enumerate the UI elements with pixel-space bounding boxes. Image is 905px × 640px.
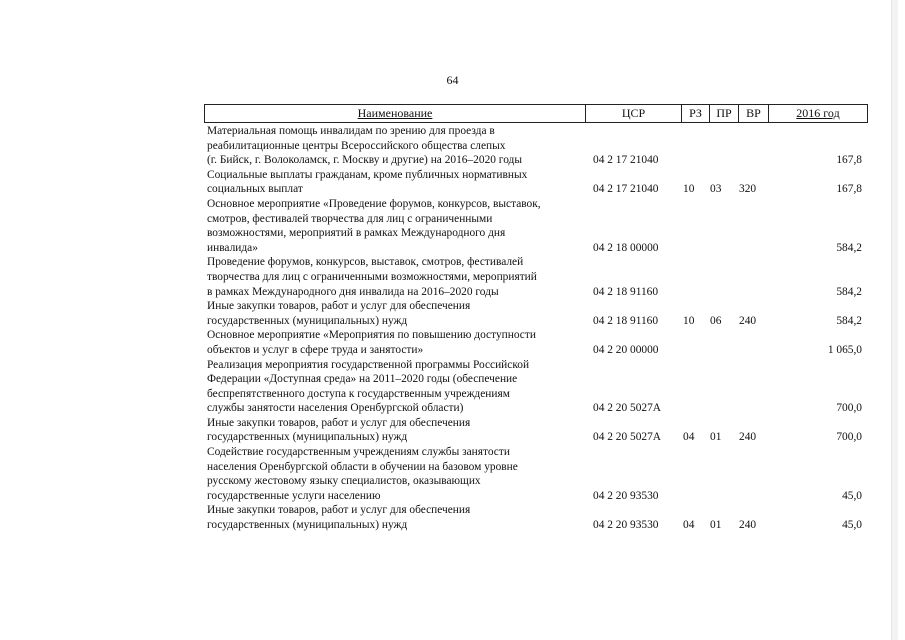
row-name-line: Иные закупки товаров, работ и услуг для обеспечения — [207, 504, 471, 517]
row-rz: 04 — [683, 519, 695, 532]
scan-edge — [891, 0, 898, 640]
row-value: 584,2 — [836, 241, 862, 254]
row-rz: 10 — [683, 314, 695, 327]
row-name-line: государственные услуги населению — [207, 489, 381, 502]
table-row — [204, 124, 868, 168]
row-name-line: смотров, фестивалей творчества для лиц с ограниченными — [207, 212, 493, 225]
row-name — [204, 416, 582, 445]
row-name-line: творчества для лиц с ограниченными возможностями, мероприятий — [207, 270, 537, 283]
table-body — [204, 124, 868, 533]
row-pr: 01 — [710, 519, 722, 532]
row-name-line: Иные закупки товаров, работ и услуг для обеспечения — [207, 300, 471, 313]
row-name — [204, 328, 582, 357]
row-value: 584,2 — [836, 285, 862, 298]
row-csr: 04 2 20 93530 — [593, 489, 659, 502]
row-rz: 04 — [683, 431, 695, 444]
row-name-line: возможностями, мероприятий в рамках Международного дня — [207, 227, 506, 240]
row-csr: 04 2 20 00000 — [593, 343, 659, 356]
row-name-line: реабилитационные центры Всероссийского общества слепых — [207, 139, 506, 152]
row-pr: 01 — [710, 431, 722, 444]
row-value: 700,0 — [836, 431, 862, 444]
row-pr: 03 — [710, 183, 722, 196]
table-row — [204, 168, 868, 197]
row-csr: 04 2 20 5027А — [593, 402, 662, 415]
table-row — [204, 445, 868, 503]
row-name-line: службы занятости населения Оренбургской области) — [207, 402, 464, 415]
row-csr: 04 2 17 21040 — [593, 183, 659, 196]
row-name-line: Федерации «Доступная среда» на 2011–2020 годы (обеспечение — [207, 373, 518, 386]
row-name — [204, 124, 582, 168]
row-name-line: русскому жестовому языку специалистов, оказывающих — [207, 475, 481, 488]
row-name-line: беспрепятственного доступа к государственным учреждениям — [207, 387, 510, 400]
row-name — [204, 358, 582, 416]
row-csr: 04 2 17 21040 — [593, 154, 659, 167]
table-row — [204, 328, 868, 357]
table-row — [204, 503, 868, 532]
row-name-line: Проведение форумов, конкурсов, выставок, смотров, фестивалей — [207, 256, 524, 269]
table-row — [204, 358, 868, 416]
row-name-line: населения Оренбургской области в обучении на базовом уровне — [207, 460, 518, 473]
page-number: 64 — [446, 73, 459, 87]
row-name — [204, 445, 582, 503]
row-name — [204, 197, 582, 255]
row-vr: 320 — [739, 183, 757, 196]
row-vr: 240 — [739, 314, 757, 327]
row-pr: 06 — [710, 314, 722, 327]
row-csr: 04 2 18 91160 — [593, 285, 659, 298]
row-csr: 04 2 20 93530 — [593, 519, 659, 532]
row-name-line: государственных (муниципальных) нужд — [207, 431, 408, 444]
row-rz: 10 — [683, 183, 695, 196]
row-value: 167,8 — [836, 183, 862, 196]
row-name-line: Материальная помощь инвалидам по зрению для проезда в — [207, 125, 495, 137]
row-vr: 240 — [739, 431, 757, 444]
header-name: Наименование — [205, 105, 586, 122]
header-rz: РЗ — [682, 105, 710, 122]
row-name-line: Социальные выплаты гражданам, кроме публичных нормативных — [207, 168, 528, 181]
table-row — [204, 197, 868, 255]
row-name-line: в рамках Международного дня инвалида на 2016–2020 годы — [207, 285, 499, 298]
row-name-line: государственных (муниципальных) нужд — [207, 519, 408, 532]
row-vr: 240 — [739, 519, 757, 532]
row-name — [204, 168, 582, 197]
row-name-line: Реализация мероприятия государственной программы Российской — [207, 358, 530, 371]
row-name — [204, 503, 582, 532]
row-name-line: Содействие государственным учреждениям службы занятости — [207, 446, 510, 459]
row-name — [204, 255, 582, 299]
row-name-line: государственных (муниципальных) нужд — [207, 314, 408, 327]
header-year: 2016 год — [796, 106, 840, 120]
header-pr: ПР — [710, 105, 739, 122]
row-value: 167,8 — [836, 154, 862, 167]
row-csr: 04 2 18 91160 — [593, 314, 659, 327]
row-name-line: объектов и услуг в сфере труда и занятости» — [207, 343, 424, 356]
row-name-line: Основное мероприятие «Проведение форумов, конкурсов, выставок, — [207, 197, 541, 210]
table-header — [204, 104, 868, 123]
row-csr: 04 2 18 00000 — [593, 241, 659, 254]
row-csr: 04 2 20 5027А — [593, 431, 662, 444]
row-value: 45,0 — [842, 489, 862, 502]
header-csr: ЦСР — [586, 105, 682, 122]
table-row — [204, 255, 868, 299]
row-name-line: социальных выплат — [207, 183, 303, 196]
header-vr: ВР — [739, 105, 769, 122]
row-name-line: (г. Бийск, г. Волоколамск, г. Москву и другие) на 2016–2020 годы — [207, 154, 523, 167]
row-value: 584,2 — [836, 314, 862, 327]
row-name-line: инвалида» — [207, 241, 258, 254]
row-value: 700,0 — [836, 402, 862, 415]
table-row — [204, 416, 868, 445]
row-name-line: Основное мероприятие «Мероприятия по повышению доступности — [207, 329, 536, 342]
row-name-line: Иные закупки товаров, работ и услуг для обеспечения — [207, 416, 471, 429]
row-value: 1 065,0 — [827, 343, 862, 356]
row-name — [204, 299, 582, 328]
table-row — [204, 299, 868, 328]
row-value: 45,0 — [842, 519, 862, 532]
